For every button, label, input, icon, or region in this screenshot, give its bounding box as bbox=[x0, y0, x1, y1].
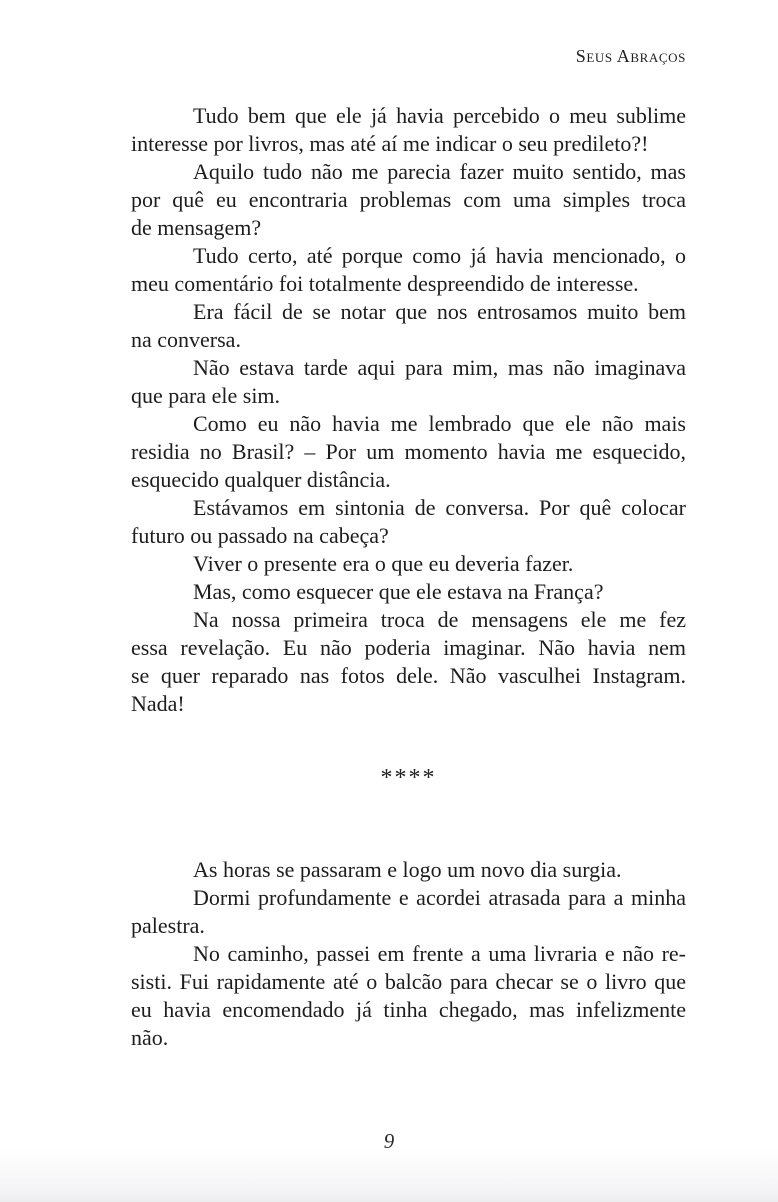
text-line: palestra. bbox=[131, 913, 205, 938]
text-line: por quê eu encontraria problemas com uma simples troca bbox=[131, 187, 686, 212]
text-line: de mensagem? bbox=[131, 215, 262, 240]
text-section-1 bbox=[131, 102, 686, 718]
text-line: Viver o presente era o que eu deveria fazer. bbox=[193, 551, 574, 576]
text-line: As horas se passaram e logo um novo dia surgia. bbox=[193, 857, 622, 882]
running-header-row bbox=[131, 46, 686, 68]
text-line: Não estava tarde aqui para mim, mas não imaginava bbox=[193, 355, 686, 380]
text-line: que para ele sim. bbox=[131, 383, 281, 408]
text-line: Aquilo tudo não me parecia fazer muito sentido, mas bbox=[193, 159, 686, 184]
text-line: Na nossa primeira troca de mensagens ele me fez bbox=[193, 607, 686, 632]
text-line: não. bbox=[131, 1025, 169, 1050]
text-line: Era fácil de se notar que nos entrosamos muito bem bbox=[193, 299, 686, 324]
text-line: sisti. Fui rapidamente até o balcão para checar se o livro que bbox=[131, 969, 686, 994]
running-header: Seus Abraços bbox=[575, 46, 686, 66]
text-line: interesse por livros, mas até aí me indicar o seu predileto?! bbox=[131, 131, 649, 156]
text-line: Tudo certo, até porque como já havia mencionado, o bbox=[193, 243, 686, 268]
section-separator: **** bbox=[380, 765, 437, 791]
text-line: Tudo bem que ele já havia percebido o meu sublime bbox=[193, 103, 686, 128]
text-line: No caminho, passei em frente a uma livraria e não re- bbox=[193, 941, 686, 966]
text-line: Dormi profundamente e acordei atrasada para a minha bbox=[193, 885, 686, 910]
text-line: essa revelação. Eu não poderia imaginar. Não havia nem bbox=[131, 635, 686, 660]
text-line: Estávamos em sintonia de conversa. Por quê colocar bbox=[193, 495, 686, 520]
text-line: residia no Brasil? – Por um momento havia me esquecido, bbox=[131, 439, 686, 464]
page-number: 9 bbox=[383, 1129, 395, 1153]
text-line: Como eu não havia me lembrado que ele não mais bbox=[193, 411, 686, 436]
text-line: eu havia encomendado já tinha chegado, mas infelizmente bbox=[131, 997, 686, 1022]
text-section-2 bbox=[131, 856, 686, 1052]
text-line: Nada! bbox=[131, 691, 185, 716]
text-line: se quer reparado nas fotos dele. Não vasculhei Instagram. bbox=[131, 663, 686, 688]
text-line: meu comentário foi totalmente despreendido de interesse. bbox=[131, 271, 639, 296]
text-line: Mas, como esquecer que ele estava na França? bbox=[193, 579, 604, 604]
text-line: futuro ou passado na cabeça? bbox=[131, 523, 389, 548]
text-line: na conversa. bbox=[131, 327, 241, 352]
text-line: esquecido qualquer distância. bbox=[131, 467, 391, 492]
